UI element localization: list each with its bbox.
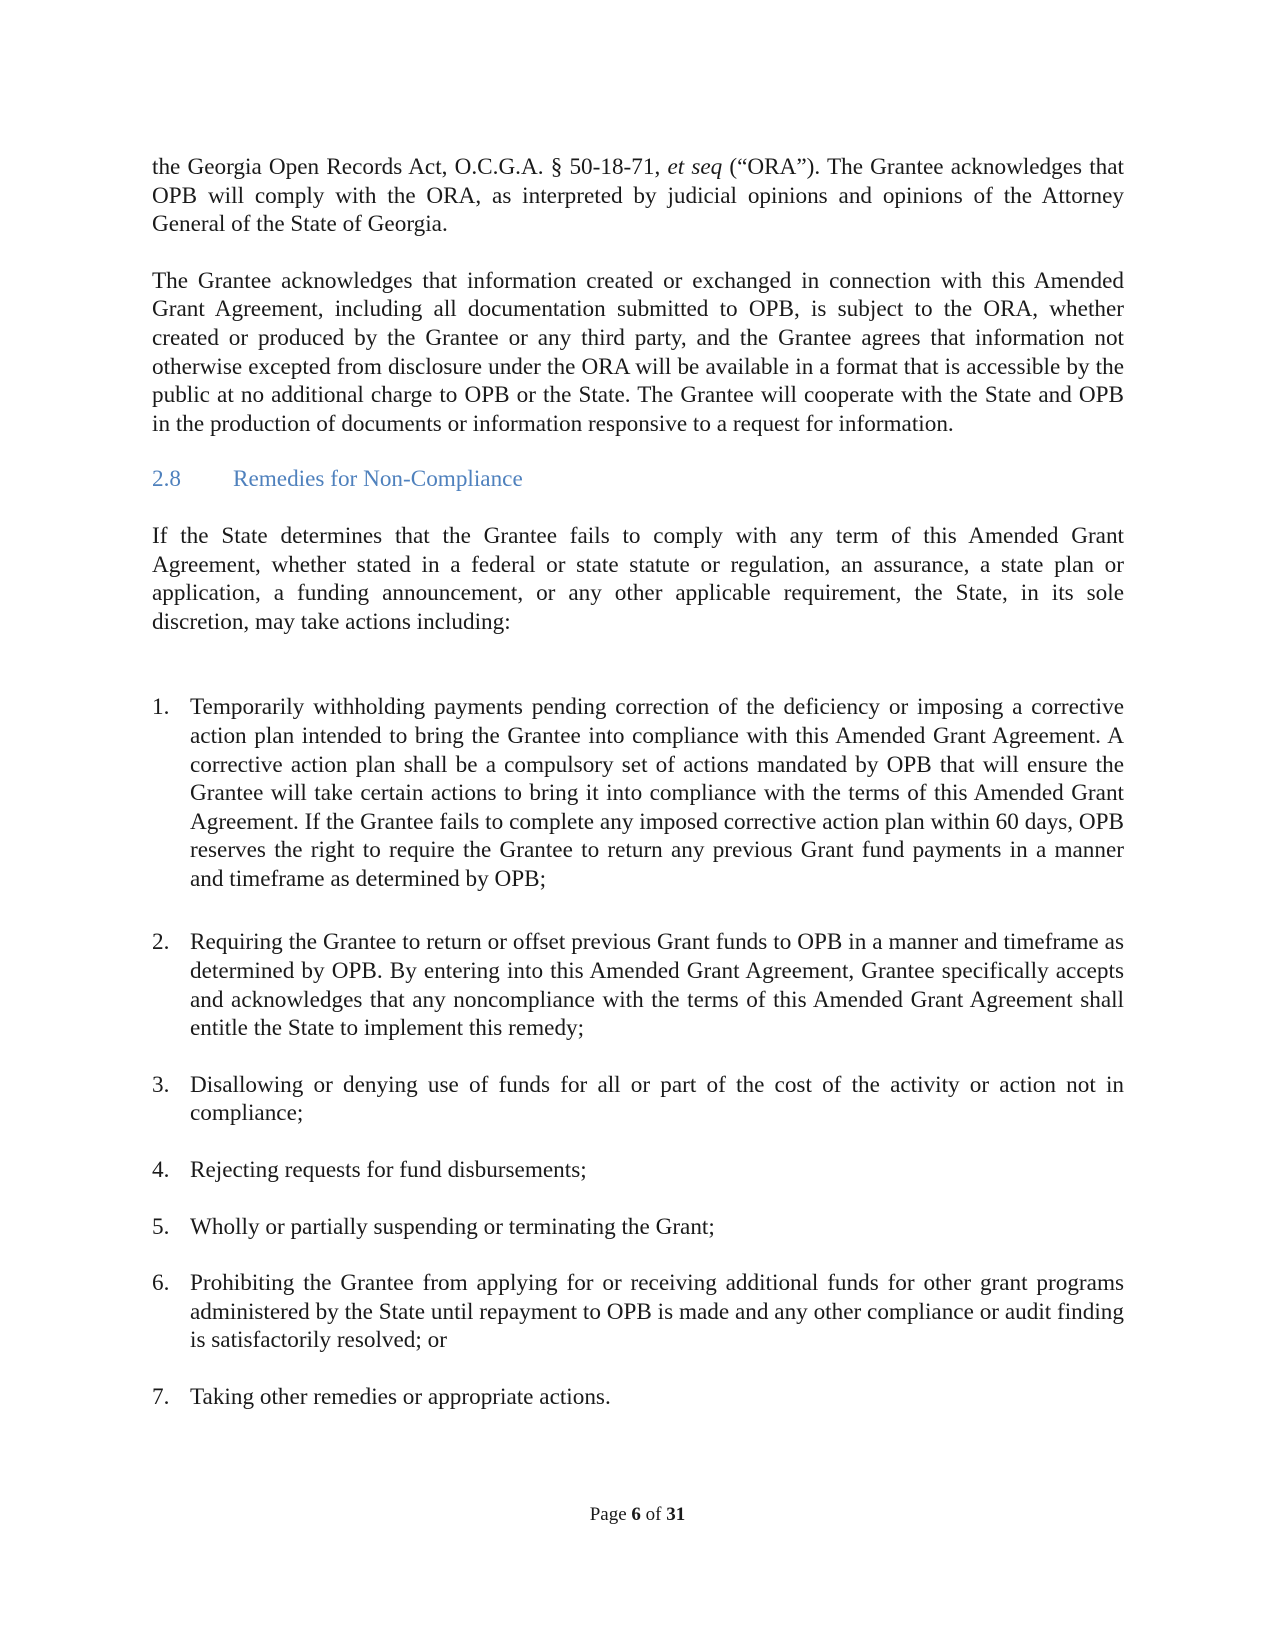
list-item-number: 4. xyxy=(152,1157,170,1184)
total-pages-number: 31 xyxy=(666,1504,686,1525)
list-item-number: 6. xyxy=(152,1270,170,1297)
list-item xyxy=(152,928,1124,1042)
list-item xyxy=(152,1156,1124,1185)
page-footer xyxy=(0,1504,1275,1526)
list-item-number: 5. xyxy=(152,1213,170,1240)
section-intro-paragraph: If the State determines that the Grantee fails to comply with any term of this Amended Grant Agreement, whether stated in a federal or state statute or regulation, an assurance, a state plan or application, a funding announcement, or any other applicable requirement, the State, in its sole discretion, may take actions including: xyxy=(152,522,1124,635)
list-item-text: Requiring the Grantee to return or offset previous Grant funds to OPB in a manner and timeframe as determined by OPB. By entering into this Amended Grant Agreement, Grantee specifically accepts and acknowledges that any noncompliance with the terms of this Amended Grant Agreement shall entitle the State to implement this remedy; xyxy=(190,929,1124,1042)
list-item-number: 2. xyxy=(152,929,170,956)
section-number: 2.8 xyxy=(152,466,181,493)
remedies-list xyxy=(152,693,1124,1411)
list-item-text: Rejecting requests for fund disbursements; xyxy=(190,1157,587,1184)
list-item-number: 7. xyxy=(152,1384,170,1410)
list-item-text: Prohibiting the Grantee from applying for or receiving additional funds for other grant programs administered by the State until repayment to OPB is made and any other compliance or audit finding is satisfactorily resolved; or xyxy=(190,1270,1124,1354)
list-item-number: 3. xyxy=(152,1071,170,1098)
et-seq-italic: et seq xyxy=(667,154,723,180)
ora-text-start: the Georgia Open Records Act, O.C.G.A. § 50-18-71, xyxy=(152,154,668,180)
list-item xyxy=(152,1071,1124,1128)
list-item xyxy=(152,1383,1124,1412)
current-page-number: 6 xyxy=(631,1504,641,1525)
list-item xyxy=(152,1213,1124,1242)
list-item-text: Wholly or partially suspending or terminating the Grant; xyxy=(190,1213,715,1240)
document-page xyxy=(152,153,1124,1440)
list-item xyxy=(152,1269,1124,1355)
ora-text-end: (“ORA”). The Grantee acknowledges that OPB will comply with the ORA, as interpreted by judicial opinions and opinions of the Attorney General of the State of Georgia. xyxy=(152,154,1124,238)
page-label: Page xyxy=(589,1504,627,1525)
ora-acknowledgement-paragraph: The Grantee acknowledges that information created or exchanged in connection with this Amended Grant Agreement, including all documentation submitted to OPB, is subject to the ORA, whether created or produced by the Grantee or any third party, and the Grantee agrees that information not otherwise excepted from disclosure under the ORA will be available in a format that is accessible by the public at no additional charge to OPB or the State. The Grantee will cooperate with the State and OPB in the production of documents or information responsive to a request for information. xyxy=(152,267,1124,437)
section-title: Remedies for Non-Compliance xyxy=(233,466,523,493)
of-label: of xyxy=(645,1504,662,1525)
list-item-number: 1. xyxy=(152,694,170,721)
list-item-text: Taking other remedies or appropriate actions. xyxy=(190,1384,611,1410)
ora-paragraph xyxy=(152,153,1124,239)
list-item-text: Disallowing or denying use of funds for all or part of the cost of the activity or action not in compliance; xyxy=(190,1071,1124,1127)
list-item-text: Temporarily withholding payments pending correction of the deficiency or imposing a corrective action plan intended to bring the Grantee into compliance with this Amended Grant Agreement. A corrective action plan shall be a compulsory set of actions mandated by OPB that will ensure the Grantee will take certain actions to bring it into compliance with the terms of this Amended Grant Agreement. If the Grantee fails to complete any imposed corrective action plan within 60 days, OPB reserves the right to require the Grantee to return any previous Grant fund payments in a manner and timeframe as determined by OPB; xyxy=(190,694,1124,892)
section-heading xyxy=(152,465,1124,494)
list-item xyxy=(152,693,1124,893)
